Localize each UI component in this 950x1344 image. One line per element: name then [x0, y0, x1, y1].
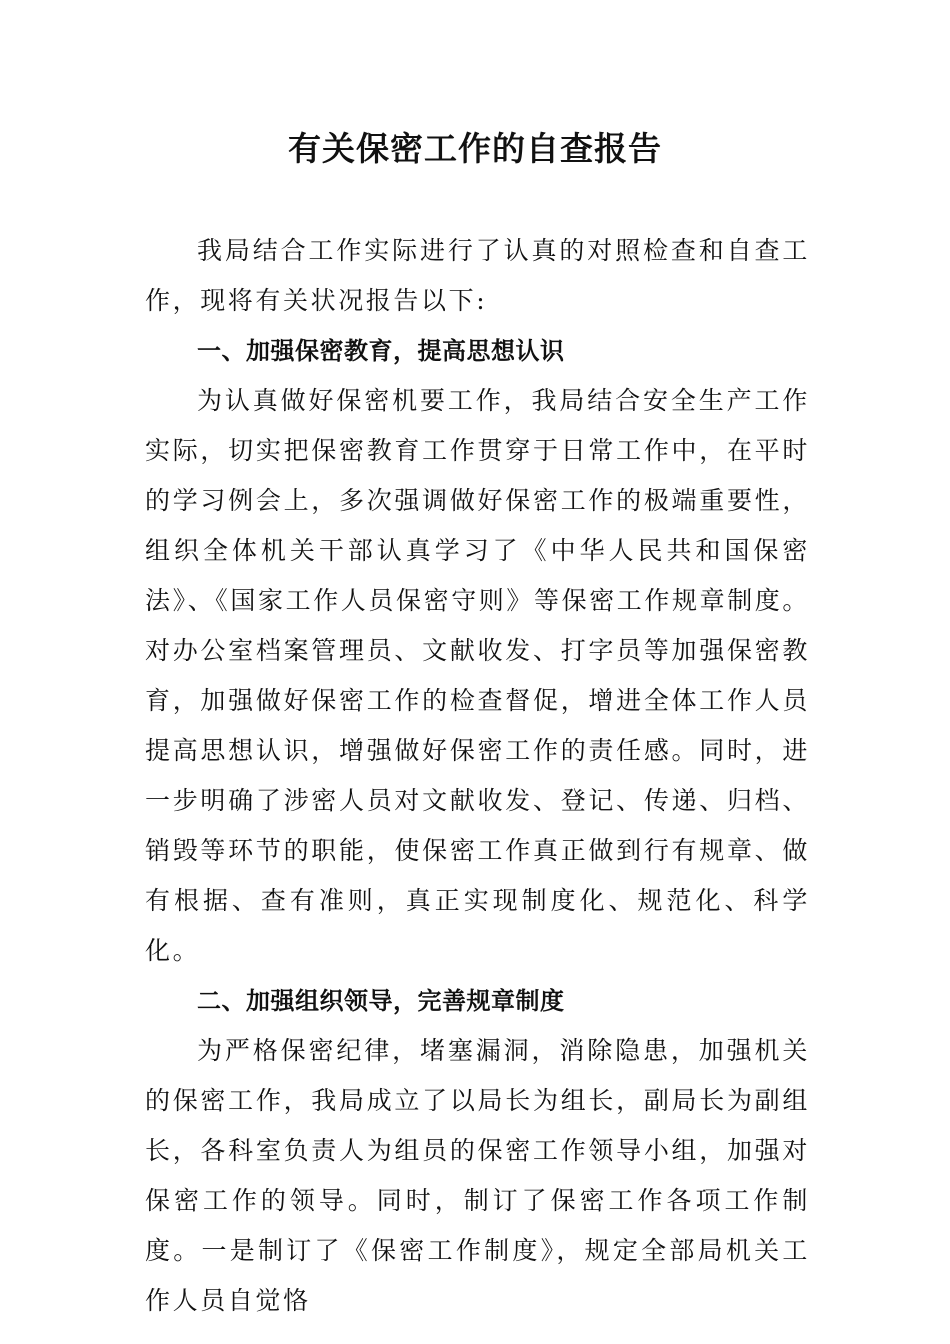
intro-paragraph: 我局结合工作实际进行了认真的对照检查和自查工作，现将有关状况报告以下:: [145, 236, 810, 315]
document-title: 有关保密工作的自查报告: [288, 129, 662, 168]
section-2-heading: 二、加强组织领导，完善规章制度: [197, 987, 565, 1015]
section-1-heading: 一、加强保密教育，提高思想认识: [197, 337, 565, 365]
section-1-paragraph: 为认真做好保密机要工作，我局结合安全生产工作实际，切实把保密教育工作贯穿于日常工作中，在平时的学习例会上，多次强调做好保密工作的极端重要性，组织全体机关干部认真学习了《中华人民共和国保密法》、《国家工作人员保密守则》等保密工作规章制度。对办公室档案管理员、文献收发、打字员等加强保密教育，加强做好保密工作的检查督促，增进全体工作人员提高思想认识，增强做好保密工作的责任感。同时，进一步明确了涉密人员对文献收发、登记、传递、归档、销毁等环节的职能，使保密工作真正做到行有规章、做有根据、查有准则，真正实现制度化、规范化、科学化。: [145, 386, 811, 965]
section-2-paragraph: 为严格保密纪律，堵塞漏洞，消除隐患，加强机关的保密工作，我局成立了以局长为组长，副局长为副组长，各科室负责人为组员的保密工作领导小组，加强对保密工作的领导。同时，制订了保密工作各项工作制度。一是制订了《保密工作制度》，规定全部局机关工作人员自觉恪: [145, 1036, 810, 1315]
document-body: [145, 226, 810, 1326]
